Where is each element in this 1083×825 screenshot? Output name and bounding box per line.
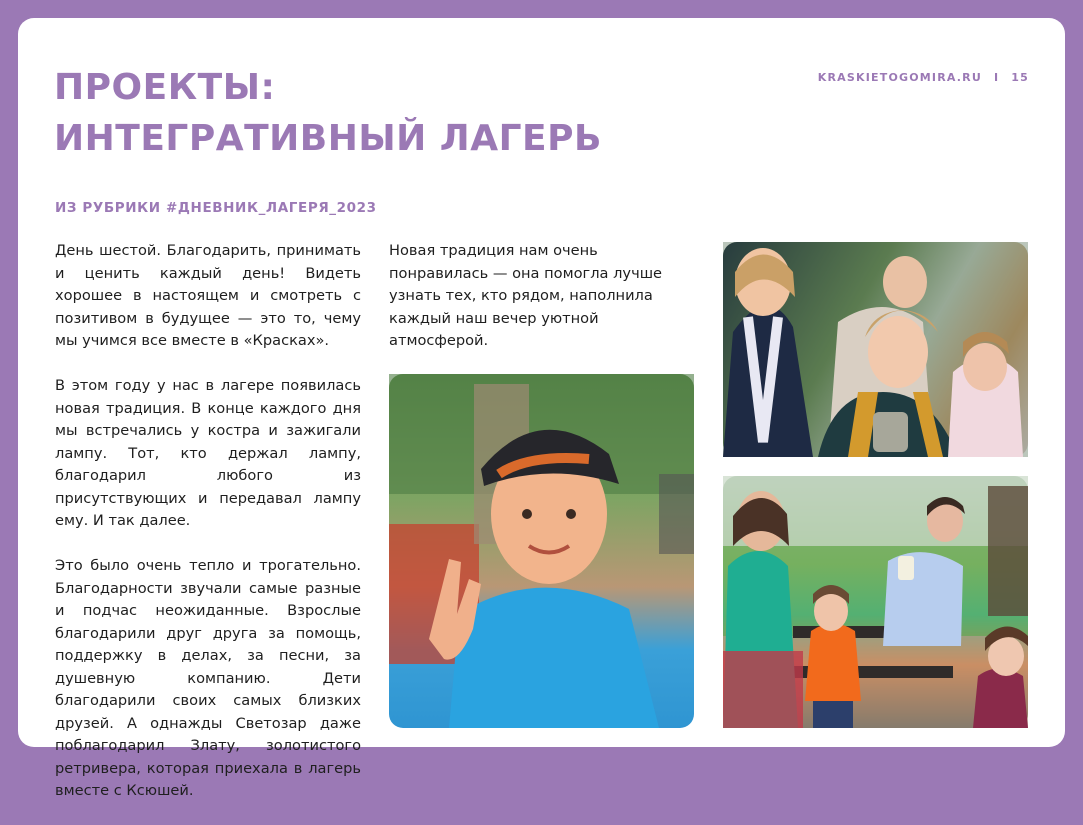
title-line-2: ИНТЕГРАТИВНЫЙ ЛАГЕРЬ <box>54 118 602 159</box>
photo-group-on-bench <box>723 476 1028 728</box>
header-separator: I <box>993 71 1000 84</box>
photo-boy-in-cap <box>389 374 694 728</box>
photo-bench-illustration <box>723 476 1028 728</box>
text-column-left <box>55 240 361 825</box>
title-line-1: ПРОЕКТЫ: <box>54 67 276 108</box>
page-header-meta <box>818 71 1029 84</box>
page-number: 15 <box>1011 71 1029 84</box>
site-url[interactable]: KRASKIETOGOMIRA.RU <box>817 71 982 84</box>
rubric-label: ИЗ РУБРИКИ #ДНЕВНИК_ЛАГЕРЯ_2023 <box>55 200 377 216</box>
paragraph-2: В этом году у нас в лагере появилась новая традиция. В конце каждого дня мы встречались у костра и зажигали лампу. Тот, кто держал лампу, благодарил любого из присутствующих и передавал лампу ему. И так далее. <box>55 377 361 529</box>
paragraph-3: Это было очень тепло и трогательно. Благодарности звучали самые разные и подчас неожиданные. Взрослые благодарили друг друга за помощь, поддержку в делах, за песни, за душевную компанию. Дети благодарили своих самых близких друзей. А однажды Светозар даже поблагодарил Злату, золотистого ретривера, которая приехала в лагерь вместе с Ксюшей. <box>55 557 361 799</box>
photo-boy-illustration <box>389 374 694 728</box>
paragraph-1: День шестой. Благодарить, принимать и ценить каждый день! Видеть хорошее в настоящем и смотреть с позитивом в будущее — это то, чему мы учимся все вместе в «Красках». <box>55 242 361 349</box>
photo-girl-illustration <box>723 242 1028 457</box>
photo-girl-with-lamp <box>723 242 1028 457</box>
page <box>18 18 1065 799</box>
page-title <box>54 62 602 164</box>
paragraph-4: Новая традиция нам очень понравилась — она помогла лучше узнать тех, кто рядом, наполнила каждый наш вечер уютной атмосферой. <box>389 242 663 349</box>
text-column-middle <box>389 240 695 353</box>
